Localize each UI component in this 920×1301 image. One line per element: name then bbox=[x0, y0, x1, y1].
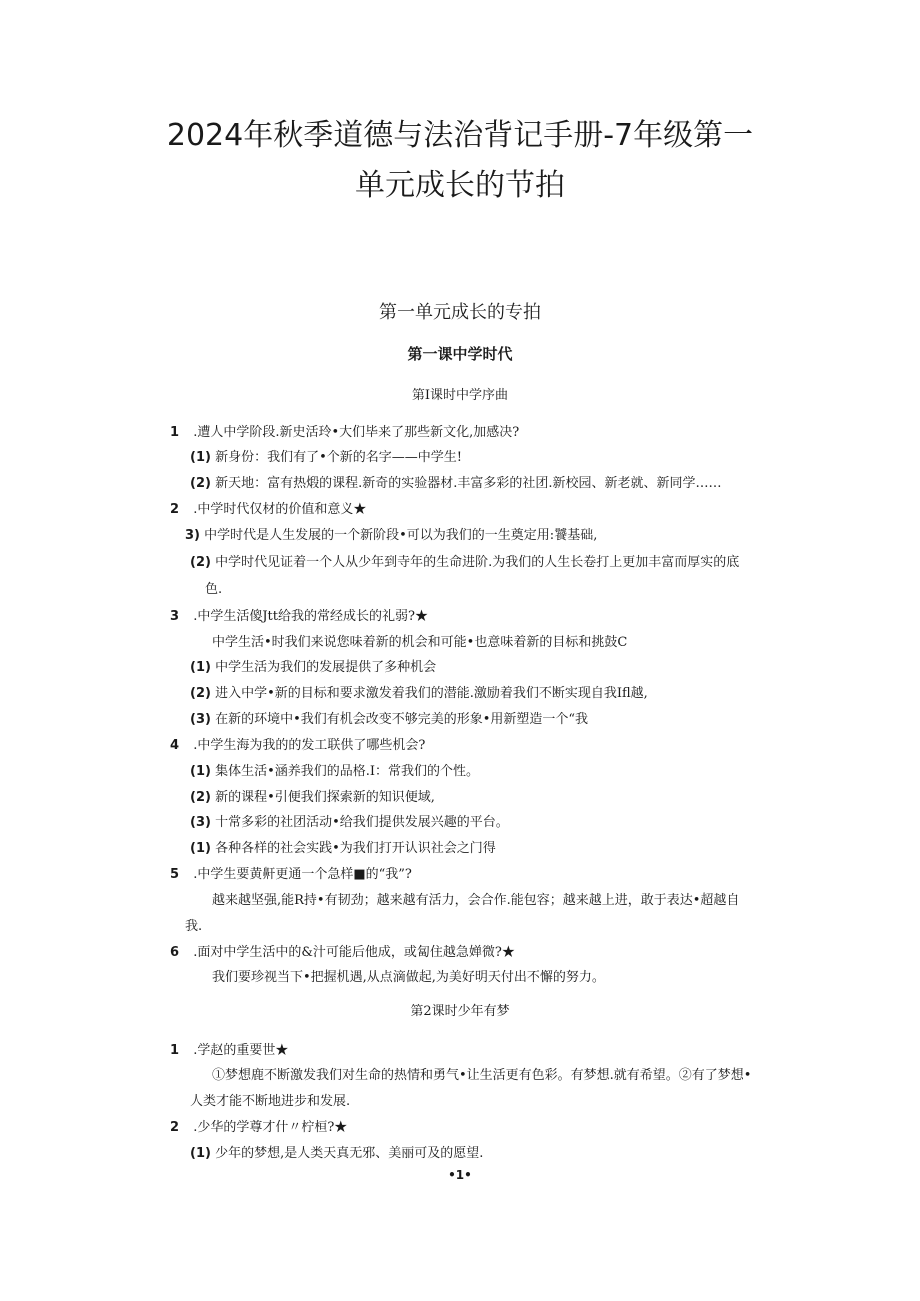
list-item: ①梦想鹿不断激发我们对生命的热情和勇气•让生活更有色彩。有梦想.就有希望。②有了梦想• bbox=[212, 1068, 752, 1083]
list-item: (2) 新的课程•引便我们探索新的知识便域, bbox=[190, 790, 435, 805]
list-item: 3 .中学生活傻Jtt给我的常经成长的礼弱?★ bbox=[170, 609, 428, 624]
list-item: 越来越坚强,能R持•有韧劲；越来越有活力，会合作.能包容；越来越上进，敢于表达•超越自 bbox=[212, 893, 740, 908]
list-item: 6 .面对中学生活中的&汁可能后他成，或匐住越急婵微?★ bbox=[170, 945, 515, 960]
list-item: 中学生活•时我们来说您味着新的机会和可能•也意味着新的目标和挑鼓C bbox=[212, 635, 628, 650]
list-item: (2) 新天地：富有热煅的课程.新奇的实验器材.丰富多彩的社团.新校园、新老就、新同学…… bbox=[190, 476, 722, 491]
list-item: (2) 进入中学•新的目标和要求激发着我们的潜能.激励着我们不断实现自我Ifl越, bbox=[190, 686, 648, 701]
title-line-2: 单元成长的节拍 bbox=[355, 168, 565, 203]
list-item: 我. bbox=[185, 919, 203, 934]
list-item: 2 .少华的学尊才什〃柠桓?★ bbox=[170, 1120, 348, 1135]
list-item: 1 .遭人中学阶段.新史活玲•大们毕来了那些新文化,加感决? bbox=[170, 425, 520, 440]
list-item: 1 .学赵的重要世★ bbox=[170, 1043, 289, 1058]
list-item: (1) 少年的梦想,是人类天真无邪、美丽可及的愿望. bbox=[190, 1146, 484, 1161]
unit-title: 第一单元成长的专拍 bbox=[379, 302, 541, 323]
list-item: 色. bbox=[205, 582, 223, 597]
list-item: (1) 集体生活•涵养我们的品格.I：常我们的个性。 bbox=[190, 764, 480, 779]
list-item: 3) 中学时代是人生发展的一个新阶段•可以为我们的一生奠定用:饕基础, bbox=[185, 528, 598, 543]
page-number: •1• bbox=[448, 1168, 472, 1182]
list-item: (1) 各种各样的社会实践•为我们打开认识社会之门得 bbox=[190, 841, 496, 856]
list-item: 2 .中学时代仅材的价值和意义★ bbox=[170, 502, 367, 517]
list-item: 我们要珍视当下•把握机遇,从点滴做起,为美好明天付出不懈的努力。 bbox=[212, 970, 605, 985]
title-line-1: 2024年秋季道德与法治背记手册-7年级第一 bbox=[166, 118, 754, 153]
section-heading-1: 第I课时中学序曲 bbox=[411, 388, 509, 403]
list-item: (1) 中学生活为我们的发展提供了多种机会 bbox=[190, 660, 437, 675]
list-item: 人类才能不断地进步和发展. bbox=[190, 1094, 351, 1109]
list-item: 4 .中学生海为我的的发工联供了哪些机会? bbox=[170, 738, 426, 753]
section-heading-2: 第2课时少年有梦 bbox=[410, 1004, 510, 1019]
list-item: (3) 十常多彩的社团活动•给我们提供发展兴趣的平台。 bbox=[190, 815, 509, 830]
list-item: (1) 新身份：我们有了•个新的名字——中学生! bbox=[190, 450, 462, 465]
lesson-title: 第一课中学时代 bbox=[407, 345, 513, 363]
list-item: 5 .中学生要黄鼾更通一个急样■的“我”? bbox=[170, 867, 412, 882]
list-item: (3) 在新的环境中•我们有机会改变不够完美的形象•用新塑造一个“我 bbox=[190, 712, 589, 727]
list-item: (2) 中学时代见证着一个人从少年到寺年的生命进阶.为我们的人生长卷打上更加丰富而厚实的底 bbox=[190, 555, 740, 570]
